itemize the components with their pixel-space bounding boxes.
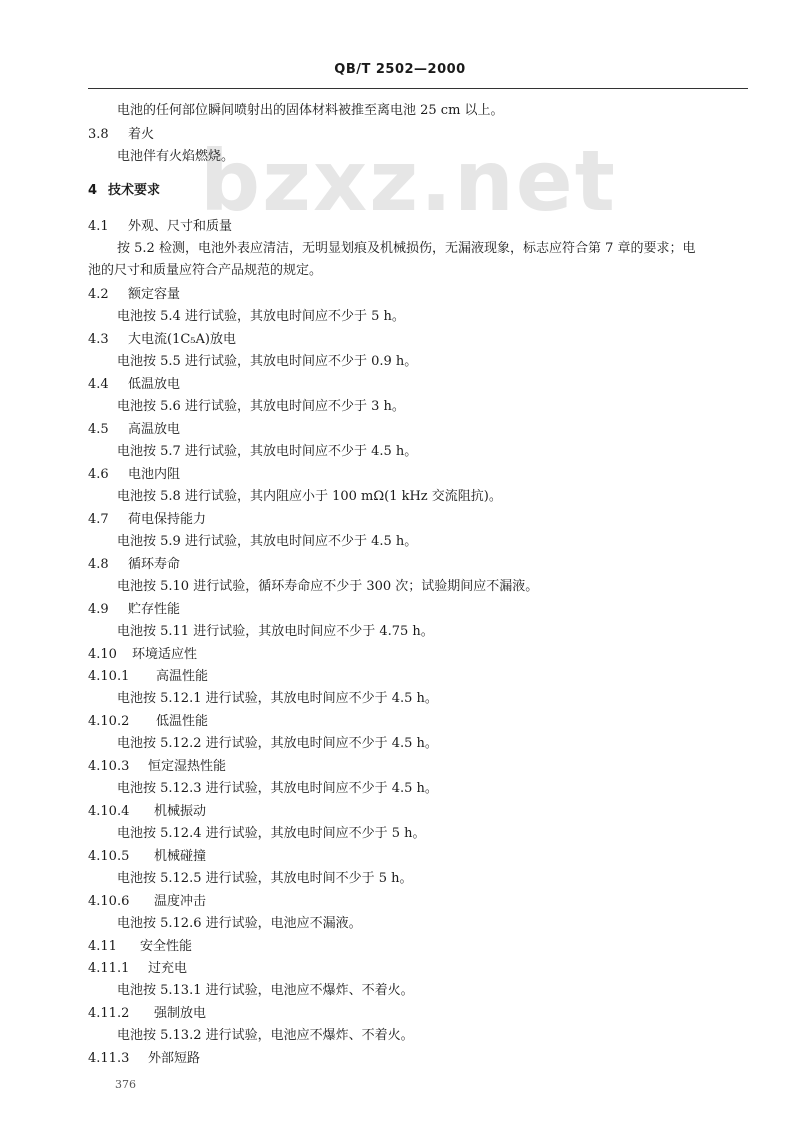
section-4-1-text-line1: 按 5.2 检测，电池外表应清洁，无明显划痕及机械损伤，无漏液现象，标志应符合第 7 章的要求；电 bbox=[117, 241, 696, 256]
section-4-2-heading bbox=[88, 286, 180, 304]
section-number: 4.7 bbox=[88, 512, 109, 527]
section-title: 高温性能 bbox=[156, 669, 209, 684]
section-4-1-heading bbox=[88, 218, 232, 236]
section-4-10-1-heading bbox=[88, 668, 208, 686]
section-title: 高温放电 bbox=[128, 422, 181, 437]
section-4-11-1-heading bbox=[88, 960, 187, 978]
section-title: 电池内阻 bbox=[128, 467, 181, 482]
section-number: 4.2 bbox=[88, 287, 109, 302]
section-4-6-heading bbox=[88, 466, 180, 484]
section-4-5-text: 电池按 5.7 进行试验，其放电时间应不少于 4.5 h。 bbox=[117, 444, 418, 459]
page-number: 376 bbox=[115, 1078, 136, 1091]
section-number: 4.10.6 bbox=[88, 894, 130, 909]
section-4-11-2-heading bbox=[88, 1005, 206, 1023]
section-4-10-6-heading bbox=[88, 893, 206, 911]
section-4-11-2-text: 电池按 5.13.2 进行试验，电池应不爆炸、不着火。 bbox=[117, 1028, 414, 1043]
section-title: 循环寿命 bbox=[128, 557, 181, 572]
section-4-11-heading bbox=[88, 938, 192, 956]
section-4-10-5-text: 电池按 5.12.5 进行试验，其放电时间不少于 5 h。 bbox=[117, 871, 413, 886]
section-number: 4.10.5 bbox=[88, 849, 130, 864]
section-title: 强制放电 bbox=[154, 1006, 207, 1021]
chapter-title: 技术要求 bbox=[108, 183, 161, 198]
section-title: 外部短路 bbox=[148, 1051, 201, 1066]
section-title: 温度冲击 bbox=[154, 894, 207, 909]
intro-text: 电池的任何部位瞬间喷射出的固体材料被推至离电池 25 cm 以上。 bbox=[117, 103, 504, 118]
section-4-5-heading bbox=[88, 421, 180, 439]
section-title: 荷电保持能力 bbox=[128, 512, 207, 527]
section-number: 4.3 bbox=[88, 332, 109, 347]
section-4-11-1-text: 电池按 5.13.1 进行试验，电池应不爆炸、不着火。 bbox=[117, 983, 414, 998]
section-number: 4.10.4 bbox=[88, 804, 130, 819]
section-title: 过充电 bbox=[148, 961, 188, 976]
section-4-1-text-line2: 池的尺寸和质量应符合产品规范的规定。 bbox=[88, 263, 323, 278]
section-4-10-3-text: 电池按 5.12.3 进行试验，其放电时间应不少于 4.5 h。 bbox=[117, 781, 438, 796]
section-4-8-text: 电池按 5.10 进行试验，循环寿命应不少于 300 次；试验期间应不漏液。 bbox=[117, 579, 539, 594]
section-4-10-heading bbox=[88, 646, 197, 664]
section-4-3-text: 电池按 5.5 进行试验，其放电时间应不少于 0.9 h。 bbox=[117, 354, 418, 369]
section-4-9-heading bbox=[88, 601, 180, 619]
section-3-8-text: 电池伴有火焰燃烧。 bbox=[117, 149, 235, 164]
section-number: 4.11.2 bbox=[88, 1006, 130, 1021]
section-4-6-text: 电池按 5.8 进行试验，其内阻应小于 100 mΩ(1 kHz 交流阻抗)。 bbox=[117, 489, 502, 504]
section-title: 大电流(1C₅A)放电 bbox=[128, 332, 236, 347]
section-title: 着火 bbox=[128, 127, 155, 142]
section-4-10-1-text: 电池按 5.12.1 进行试验，其放电时间应不少于 4.5 h。 bbox=[117, 691, 438, 706]
section-number: 4.10.3 bbox=[88, 759, 130, 774]
section-number: 4.6 bbox=[88, 467, 109, 482]
section-title: 低温性能 bbox=[156, 714, 209, 729]
section-number: 4.5 bbox=[88, 422, 109, 437]
section-number: 3.8 bbox=[88, 127, 109, 142]
header-rule bbox=[88, 88, 748, 89]
section-4-7-heading bbox=[88, 511, 206, 529]
section-number: 4.10.1 bbox=[88, 669, 130, 684]
section-4-11-3-heading bbox=[88, 1050, 200, 1068]
section-4-10-5-heading bbox=[88, 848, 206, 866]
section-4-9-text: 电池按 5.11 进行试验，其放电时间应不少于 4.75 h。 bbox=[117, 624, 434, 639]
section-number: 4.9 bbox=[88, 602, 109, 617]
section-number: 4.10.2 bbox=[88, 714, 130, 729]
section-title: 贮存性能 bbox=[128, 602, 181, 617]
section-number: 4.11.3 bbox=[88, 1051, 130, 1066]
section-4-10-6-text: 电池按 5.12.6 进行试验，电池应不漏液。 bbox=[117, 916, 362, 931]
section-title: 机械振动 bbox=[154, 804, 207, 819]
section-number: 4.4 bbox=[88, 377, 109, 392]
section-4-10-2-heading bbox=[88, 713, 208, 731]
section-4-10-4-text: 电池按 5.12.4 进行试验，其放电时间应不少于 5 h。 bbox=[117, 826, 426, 841]
section-title: 恒定湿热性能 bbox=[148, 759, 227, 774]
watermark-text: bzxz.net bbox=[200, 132, 617, 230]
section-4-4-text: 电池按 5.6 进行试验，其放电时间应不少于 3 h。 bbox=[117, 399, 405, 414]
section-number: 4.10 bbox=[88, 647, 117, 662]
section-4-10-4-heading bbox=[88, 803, 206, 821]
section-title: 低温放电 bbox=[128, 377, 181, 392]
section-number: 4.1 bbox=[88, 219, 109, 234]
section-title: 安全性能 bbox=[140, 939, 193, 954]
section-4-2-text: 电池按 5.4 进行试验，其放电时间应不少于 5 h。 bbox=[117, 309, 405, 324]
section-title: 外观、尺寸和质量 bbox=[128, 219, 233, 234]
section-number: 4.11 bbox=[88, 939, 117, 954]
page-header: QB/T 2502—2000 bbox=[334, 62, 466, 77]
section-title: 环境适应性 bbox=[132, 647, 198, 662]
section-4-3-heading bbox=[88, 331, 236, 349]
section-title: 额定容量 bbox=[128, 287, 181, 302]
section-4-7-text: 电池按 5.9 进行试验，其放电时间应不少于 4.5 h。 bbox=[117, 534, 418, 549]
chapter-number: 4 bbox=[88, 183, 98, 198]
section-number: 4.8 bbox=[88, 557, 109, 572]
chapter-4-heading bbox=[88, 182, 160, 200]
section-4-10-2-text: 电池按 5.12.2 进行试验，其放电时间应不少于 4.5 h。 bbox=[117, 736, 438, 751]
section-title: 机械碰撞 bbox=[154, 849, 207, 864]
section-number: 4.11.1 bbox=[88, 961, 130, 976]
section-4-4-heading bbox=[88, 376, 180, 394]
section-4-8-heading bbox=[88, 556, 180, 574]
section-4-10-3-heading bbox=[88, 758, 226, 776]
section-3-8-heading bbox=[88, 126, 154, 144]
